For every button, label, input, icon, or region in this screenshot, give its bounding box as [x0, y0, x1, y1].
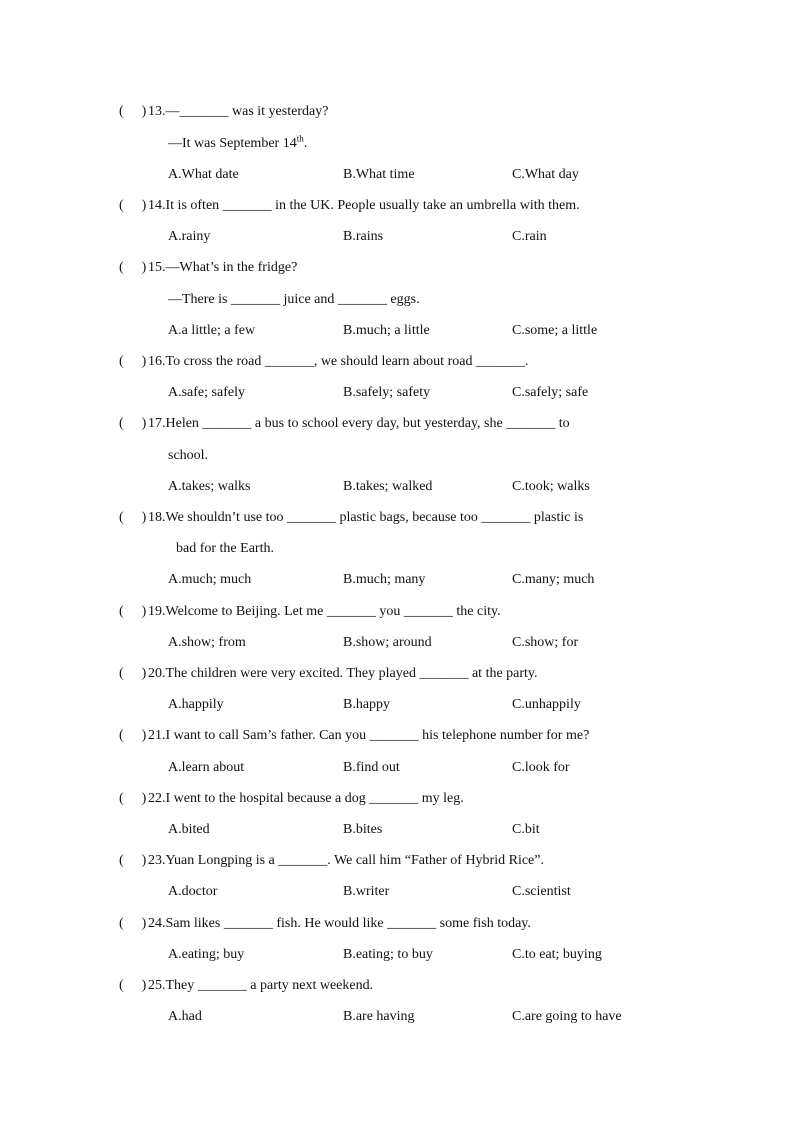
option-c[interactable]: C.What day [512, 167, 579, 182]
option-a[interactable]: A.much; much [168, 572, 252, 587]
question-13 [0, 101, 794, 123]
question-number: 24. [148, 916, 166, 931]
option-b[interactable]: B.much; a little [343, 323, 430, 338]
option-c[interactable]: C.scientist [512, 884, 571, 899]
option-b[interactable]: B.much; many [343, 572, 426, 587]
question-number: 17. [148, 416, 166, 431]
question-22-options [0, 819, 794, 841]
question-13-continuation: —It was September 14th. [168, 133, 308, 151]
question-24-options [0, 944, 794, 966]
option-c[interactable]: C.show; for [512, 635, 579, 650]
option-c[interactable]: C.bit [512, 822, 540, 837]
question-stem: We shouldn’t use too _______ plastic bags, because too _______ plastic is [165, 510, 584, 525]
option-a[interactable]: A.learn about [168, 760, 245, 775]
option-b[interactable]: B.What time [343, 167, 415, 182]
option-c[interactable]: C.unhappily [512, 697, 581, 712]
question-stem: To cross the road _______, we should learn about road _______. [165, 354, 529, 369]
option-a[interactable]: A.show; from [168, 635, 246, 650]
answer-blank[interactable]: ( ) [119, 104, 147, 119]
question-stem: —What’s in the fridge? [165, 260, 298, 275]
question-19 [0, 601, 794, 623]
option-c[interactable]: C.safely; safe [512, 385, 589, 400]
question-19-options [0, 632, 794, 654]
option-a[interactable]: A.had [168, 1009, 202, 1024]
question-20 [0, 663, 794, 685]
question-continuation: bad for the Earth. [176, 541, 274, 556]
question-stem: Yuan Longping is a _______. We call him “Father of Hybrid Rice”. [165, 853, 544, 868]
answer-blank[interactable]: ( ) [119, 198, 147, 213]
question-21-options [0, 757, 794, 779]
question-23 [0, 850, 794, 872]
question-number: 19. [148, 604, 166, 619]
answer-blank[interactable]: ( ) [119, 916, 147, 931]
question-22 [0, 788, 794, 810]
question-18-options [0, 569, 794, 591]
option-b[interactable]: B.happy [343, 697, 391, 712]
question-continuation: school. [168, 448, 209, 463]
option-c[interactable]: C.rain [512, 229, 547, 244]
question-16 [0, 351, 794, 373]
question-16-options [0, 382, 794, 404]
question-25 [0, 975, 794, 997]
option-c[interactable]: C.look for [512, 760, 570, 775]
question-number: 20. [148, 666, 166, 681]
answer-blank[interactable]: ( ) [119, 853, 147, 868]
option-b[interactable]: B.writer [343, 884, 390, 899]
question-stem: Sam likes _______ fish. He would like _______ some fish today. [165, 916, 531, 931]
question-number: 23. [148, 853, 166, 868]
question-17-options [0, 476, 794, 498]
option-c[interactable]: C.many; much [512, 572, 595, 587]
option-b[interactable]: B.takes; walked [343, 479, 433, 494]
answer-blank[interactable]: ( ) [119, 728, 147, 743]
option-c[interactable]: C.to eat; buying [512, 947, 602, 962]
option-b[interactable]: B.eating; to buy [343, 947, 433, 962]
question-number: 15. [148, 260, 166, 275]
superscript: th [296, 133, 304, 144]
question-18 [0, 507, 794, 529]
option-c[interactable]: C.are going to have [512, 1009, 622, 1024]
option-a[interactable]: A.happily [168, 697, 224, 712]
question-stem: Welcome to Beijing. Let me _______ you _______ the city. [165, 604, 501, 619]
question-number: 25. [148, 978, 166, 993]
answer-blank[interactable]: ( ) [119, 510, 147, 525]
question-stem: I want to call Sam’s father. Can you _______ his telephone number for me? [165, 728, 590, 743]
question-number: 13. [148, 104, 166, 119]
answer-blank[interactable]: ( ) [119, 791, 147, 806]
option-a[interactable]: A.eating; buy [168, 947, 245, 962]
question-25-options [0, 1006, 794, 1028]
question-23-options [0, 881, 794, 903]
question-stem: Helen _______ a bus to school every day, but yesterday, she _______ to [165, 416, 570, 431]
option-a[interactable]: A.safe; safely [168, 385, 245, 400]
question-14-options [0, 226, 794, 248]
option-a[interactable]: A.takes; walks [168, 479, 251, 494]
question-21 [0, 725, 794, 747]
question-13-options [0, 164, 794, 186]
question-number: 22. [148, 791, 166, 806]
question-stem: The children were very excited. They played _______ at the party. [165, 666, 538, 681]
option-b[interactable]: B.safely; safety [343, 385, 431, 400]
question-number: 21. [148, 728, 166, 743]
option-b[interactable]: B.bites [343, 822, 383, 837]
question-15-continuation [0, 289, 794, 311]
option-c[interactable]: C.took; walks [512, 479, 590, 494]
question-stem: They _______ a party next weekend. [165, 978, 374, 993]
option-c[interactable]: C.some; a little [512, 323, 598, 338]
question-17-continuation [0, 445, 794, 467]
question-14 [0, 195, 794, 217]
answer-blank[interactable]: ( ) [119, 260, 147, 275]
question-17 [0, 413, 794, 435]
question-number: 14. [148, 198, 166, 213]
question-15 [0, 257, 794, 279]
question-number: 16. [148, 354, 166, 369]
question-24 [0, 913, 794, 935]
option-a[interactable]: A.What date [168, 167, 239, 182]
question-18-continuation [0, 538, 794, 560]
question-20-options [0, 694, 794, 716]
option-a[interactable]: A.rainy [168, 229, 211, 244]
option-b[interactable]: B.find out [343, 760, 400, 775]
option-b[interactable]: B.are having [343, 1009, 415, 1024]
question-stem: I went to the hospital because a dog _______ my leg. [165, 791, 464, 806]
question-number: 18. [148, 510, 166, 525]
question-stem: —_______ was it yesterday? [165, 104, 329, 119]
option-a[interactable]: A.a little; a few [168, 323, 256, 338]
question-stem: It is often _______ in the UK. People usually take an umbrella with them. [165, 198, 580, 213]
option-a[interactable]: A.doctor [168, 884, 218, 899]
answer-blank[interactable]: ( ) [119, 978, 147, 993]
option-a[interactable]: A.bited [168, 822, 210, 837]
question-continuation: —There is _______ juice and _______ eggs. [168, 292, 420, 307]
answer-blank[interactable]: ( ) [119, 604, 147, 619]
question-15-options [0, 320, 794, 342]
option-b[interactable]: B.show; around [343, 635, 432, 650]
option-b[interactable]: B.rains [343, 229, 384, 244]
answer-blank[interactable]: ( ) [119, 354, 147, 369]
question-continuation: —It was September 14 [168, 136, 297, 151]
answer-blank[interactable]: ( ) [119, 666, 147, 681]
answer-blank[interactable]: ( ) [119, 416, 147, 431]
